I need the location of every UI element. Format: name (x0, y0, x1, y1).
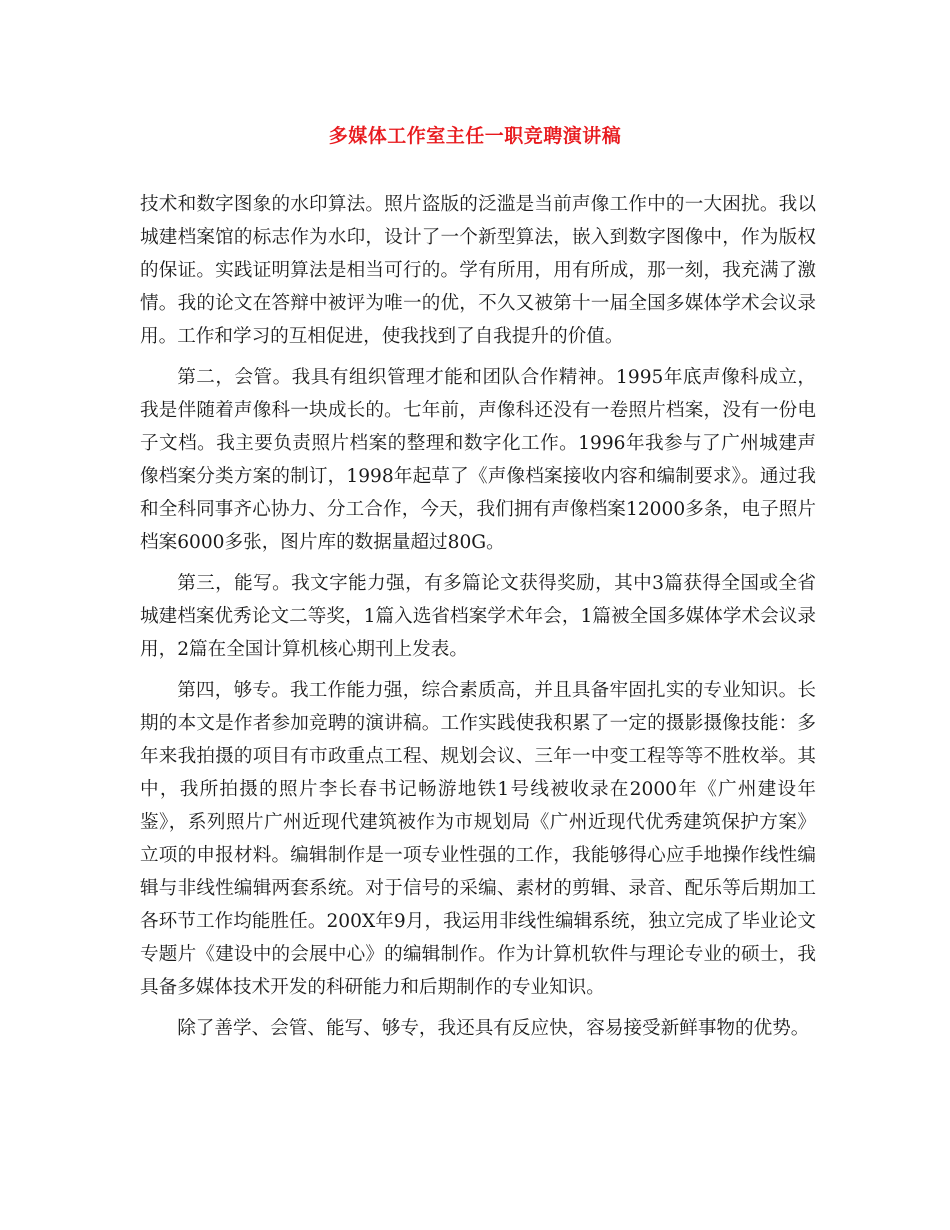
paragraph-writing: 第三，能写。我文字能力强，有多篇论文获得奖励，其中3篇获得全国或全省城建档案优秀论文二等奖，1篇入选省档案学术年会，1篇被全国多媒体学术会议录用，2篇在全国计算机核心期刊上发表。 (140, 573, 816, 660)
paragraph-expertise: 第四，够专。我工作能力强，综合素质高，并且具备牢固扎实的专业知识。长期的本文是作者参加竞聘的演讲稿。工作实践使我积累了一定的摄影摄像技能：多年来我拍摄的项目有市政重点工程、规划会议、三年一中变工程等等不胜枚举。其中，我所拍摄的照片李长春书记畅游地铁1号线被收录在2000年《广州建设年鉴》，系列照片广州近现代建筑被作为市规划局《广州近现代优秀建筑保护方案》立项的申报材料。编辑制作是一项专业性强的工作，我能够得心应手地操作线性编辑与非线性编辑两套系统。对于信号的采编、素材的剪辑、录音、配乐等后期加工各环节工作均能胜任。200X年9月，我运用非线性编辑系统，独立完成了毕业论文专题片《建设中的会展中心》的编辑制作。作为计算机软件与理论专业的硕士，我具备多媒体技术开发的科研能力和后期制作的专业知识。 (140, 680, 816, 998)
document-body (140, 188, 816, 1045)
paragraph-strengths-summary: 除了善学、会管、能写、够专，我还具有反应快，容易接受新鲜事物的优势。 (177, 1018, 810, 1039)
paragraph-watermark-algorithm: 技术和数字图象的水印算法。照片盗版的泛滥是当前声像工作中的一大困扰。我以城建档案馆的标志作为水印，设计了一个新型算法，嵌入到数字图像中，作为版权的保证。实践证明算法是相当可行的。学有所用，用有所成，那一刻，我充满了激情。我的论文在答辩中被评为唯一的优，不久又被第十一届全国多媒体学术会议录用。工作和学习的互相促进，使我找到了自我提升的价值。 (140, 194, 816, 347)
paragraph-management: 第二，会管。我具有组织管理才能和团队合作精神。1995年底声像科成立，我是伴随着声像科一块成长的。七年前，声像科还没有一卷照片档案，没有一份电子文档。我主要负责照片档案的整理和数字化工作。1996年我参与了广州城建声像档案分类方案的制订，1998年起草了《声像档案接收内容和编制要求》。通过我和全科同事齐心协力、分工合作，今天，我们拥有声像档案12000多条，电子照片档案6000多张，图片库的数据量超过80G。 (140, 367, 816, 553)
document-title: 多媒体工作室主任一职竞聘演讲稿 (328, 125, 622, 147)
